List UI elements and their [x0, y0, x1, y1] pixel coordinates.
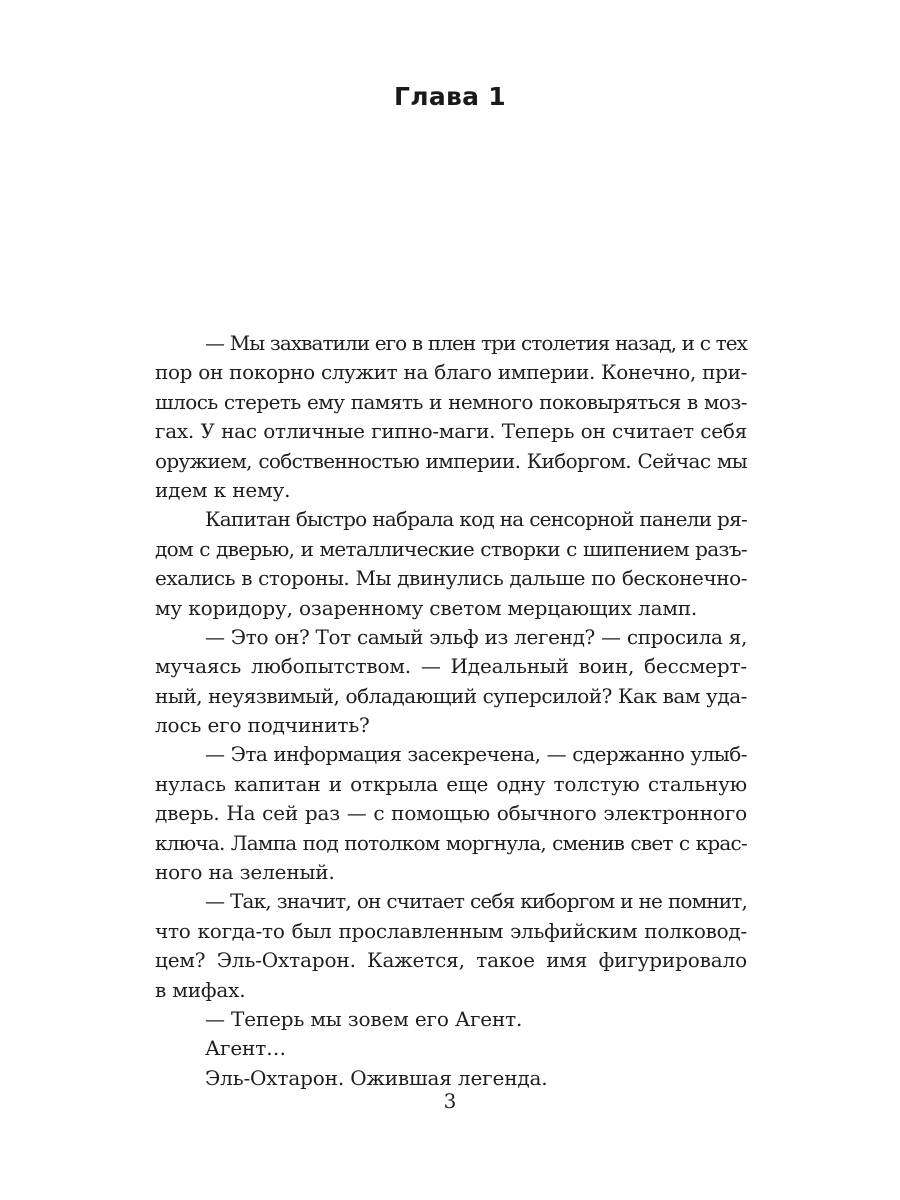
- body-text: [155, 329, 747, 1093]
- text-line: му коридору, озаренному светом мерцающих ламп.: [155, 595, 698, 620]
- text-line: лось его подчинить?: [155, 713, 370, 738]
- text-line: гах. У нас отличные гипно-маги. Теперь он считает себя: [155, 419, 747, 444]
- text-line: оружием, собственностью империи. Киборгом. Сейчас мы: [155, 448, 747, 473]
- text-line: Эль-Охтарон. Ожившая легенда.: [205, 1065, 548, 1090]
- text-line: дом с дверью, и металлические створки с шипением разъ-: [155, 536, 747, 561]
- text-line: что когда-то был прославленным эльфийским полковод-: [155, 918, 747, 943]
- text-line: нулась капитан и открыла еще одну толстую стальную: [155, 771, 747, 796]
- text-line: ного на зеленый.: [155, 860, 335, 885]
- text-line: пор он покорно служит на благо империи. Конечно, при-: [155, 360, 747, 385]
- text-line: — Эта информация засекречена, — сдержанно улыб-: [205, 742, 747, 767]
- chapter-title: Глава 1: [394, 82, 506, 111]
- text-line: идем к нему.: [155, 477, 291, 502]
- text-line: дверь. На сей раз — с помощью обычного электронного: [155, 801, 747, 826]
- text-line: Капитан быстро набрала код на сенсорной панели ря-: [205, 507, 747, 532]
- text-line: ный, неуязвимый, обладающий суперсилой? Как вам уда-: [155, 683, 747, 708]
- text-line: Агент…: [205, 1036, 286, 1061]
- text-line: ключа. Лампа под потолком моргнула, сменив свет с крас-: [155, 830, 747, 855]
- text-line: мучаясь любопытством. — Идеальный воин, бессмерт-: [155, 654, 747, 679]
- text-line: — Мы захватили его в плен три столетия назад, и с тех: [205, 331, 747, 355]
- text-line: ехались в стороны. Мы двинулись дальше по бесконечно-: [155, 566, 747, 591]
- text-line: цем? Эль-Охтарон. Кажется, такое имя фигурировало: [155, 948, 747, 973]
- text-line: шлось стереть ему память и немного поковыряться в моз-: [155, 389, 747, 414]
- page-number: 3: [443, 1089, 457, 1113]
- text-line: — Так, значит, он считает себя киборгом и не помнит,: [205, 889, 747, 914]
- text-line: в мифах.: [155, 977, 246, 1002]
- text-line: — Теперь мы зовем его Агент.: [205, 1006, 523, 1031]
- text-line: — Это он? Тот самый эльф из легенд? — спросила я,: [205, 624, 747, 649]
